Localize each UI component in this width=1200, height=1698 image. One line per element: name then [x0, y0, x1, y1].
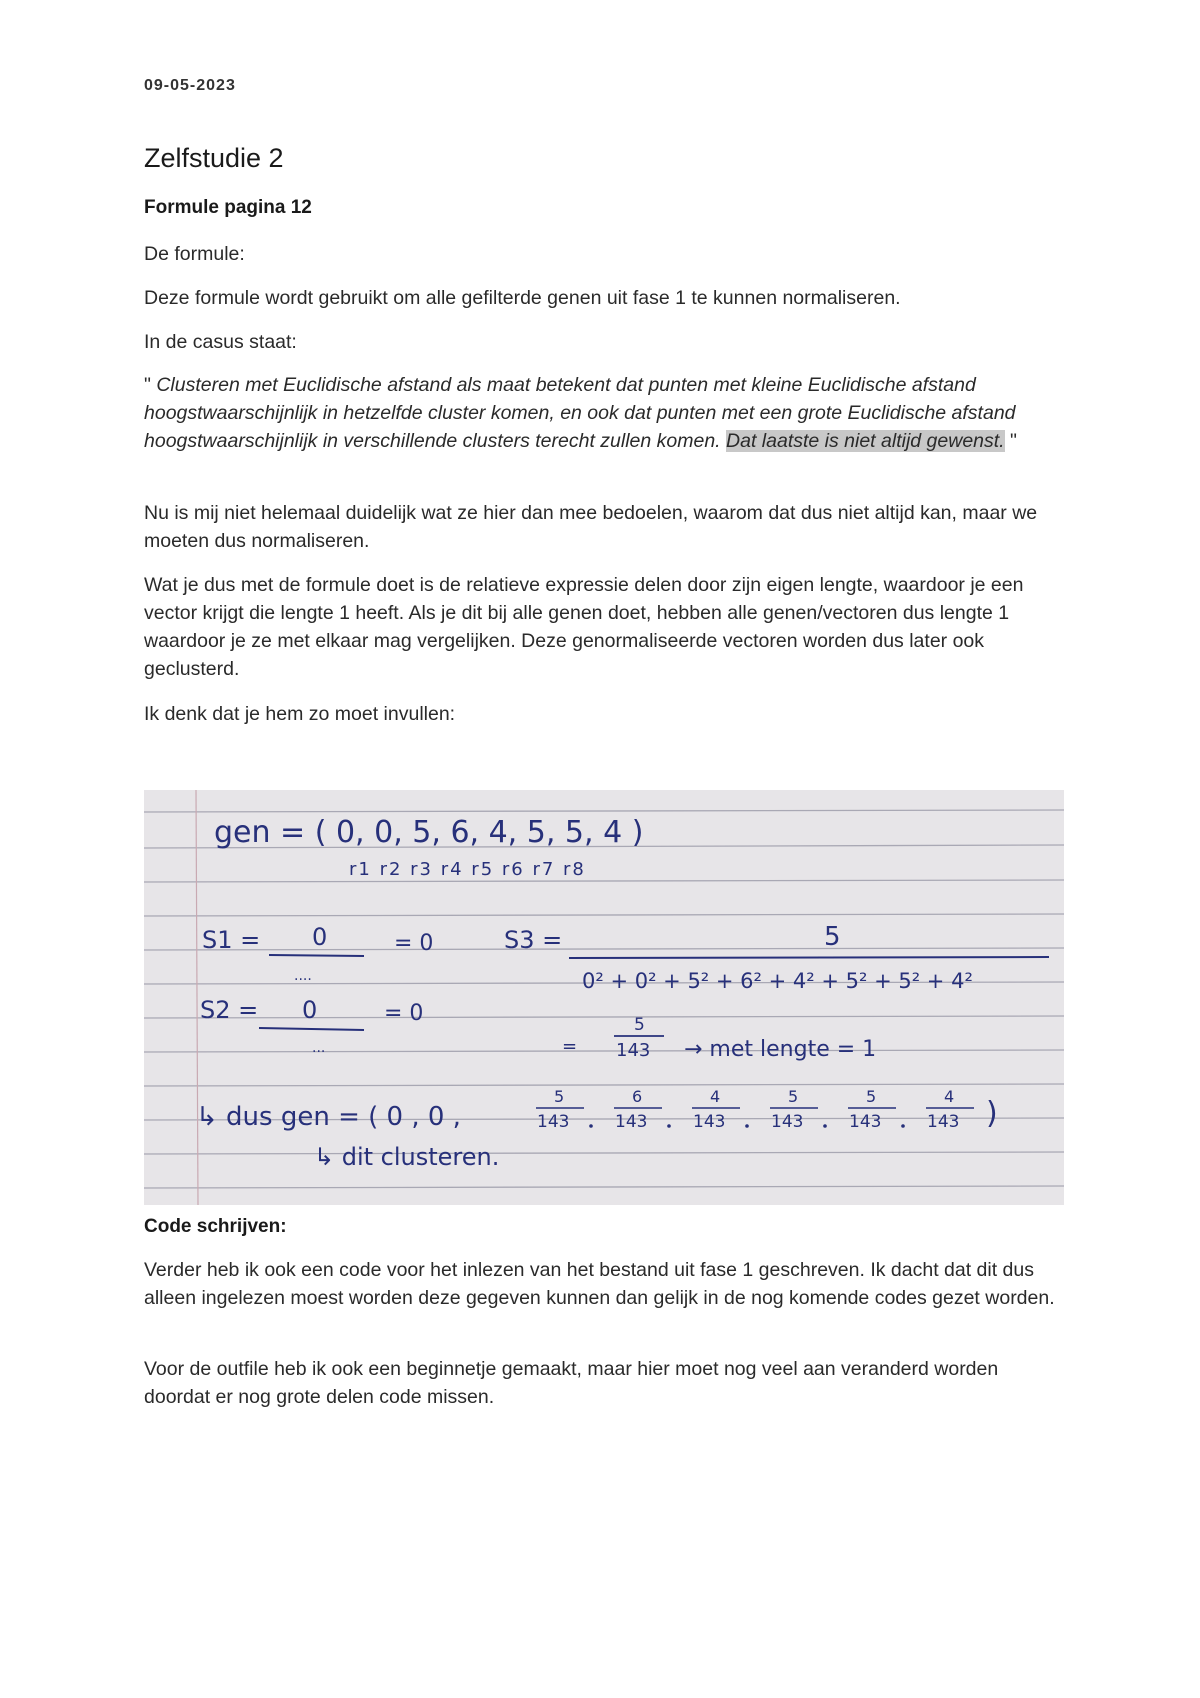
notes-lengte-note: → met lengte = 1 — [684, 1037, 877, 1062]
notes-s2-label: S2 = — [200, 996, 259, 1024]
paragraph-gebruikt: Deze formule wordt gebruikt om alle gefilterde genen uit fase 1 te kunnen normaliseren. — [144, 287, 901, 309]
notes-cluster-note: ↳ dit clusteren. — [314, 1143, 500, 1171]
notes-gen-vector: gen = ( 0, 0, 5, 6, 4, 5, 5, 4 ) — [214, 815, 644, 850]
notes-dus-frac-num: 5 — [554, 1087, 565, 1106]
notes-r-labels: r1 r2 r3 r4 r5 r6 r7 r8 — [349, 859, 586, 880]
quote-text: Clusteren met Euclidische afstand als maat betekent dat punten met kleine Euclidische afstand hoogstwaarschijnlijk in hetzelfde cluster komen, en ook dat punten met een grote Euclidische afstand hoogstwaarschijnlijk in verschillende clusters terecht zullen komen. — [144, 374, 1016, 452]
notes-dus-frac-den: 143 — [615, 1112, 648, 1132]
notes-dus-frac-den: 143 — [693, 1112, 726, 1132]
notes-dus-frac-num: 6 — [632, 1087, 643, 1106]
notes-dus-fractions — [536, 1087, 974, 1132]
notes-fraction-denominator: 143 — [616, 1040, 651, 1061]
notes-dus-frac-den: 143 — [927, 1112, 960, 1132]
notes-dus-frac-den: 143 — [537, 1112, 570, 1132]
quote-close: " — [1004, 430, 1017, 452]
paragraph-onduidelijk: Nu is mij niet helemaal duidelijk wat ze hier dan mee bedoelen, waarom dat dus niet altijd kan, maar we moeten dus normaliseren. — [144, 502, 1038, 552]
notes-s2-result: = 0 — [384, 1001, 424, 1026]
quote-open: " — [144, 374, 157, 396]
notes-s3-denominator: 0² + 0² + 5² + 6² + 4² + 5² + 5² + 4² — [582, 969, 973, 993]
notes-s3-label: S3 = — [504, 926, 563, 954]
notes-dus-frac-num: 4 — [944, 1087, 955, 1106]
paragraph-uitleg: Wat je dus met de formule doet is de relatieve expressie delen door zijn eigen lengte, waardoor je een vector krijgt die lengte 1 heeft. Als je dit bij alle genen doet, hebben alle genen/vectoren dus lengte 1 waardoor je ze met elkaar mag vergelijken. Deze genormaliseerde vectoren worden dus later ook geclusterd. — [144, 574, 1024, 680]
notes-s1-label: S1 = — [202, 926, 261, 954]
document-date: 09-05-2023 — [144, 77, 236, 94]
notes-s3-numerator: 5 — [824, 922, 841, 952]
paragraph-code-2: Voor de outfile heb ik ook een beginnetje gemaakt, maar hier moet nog veel aan veranderd worden doordat er nog grote delen code missen. — [144, 1358, 999, 1408]
notes-dus-frac-num: 5 — [866, 1087, 877, 1106]
notes-s1-result: = 0 — [394, 931, 434, 956]
notes-s2-denominator: ... — [312, 1040, 326, 1056]
notes-dus-frac-den: 143 — [849, 1112, 882, 1132]
notes-equals-sign: = — [562, 1036, 578, 1057]
handwritten-notes-drawing — [144, 790, 1064, 1205]
notes-dus-frac-num: 4 — [710, 1087, 721, 1106]
notes-fraction-numerator: 5 — [634, 1015, 645, 1035]
section-heading-formule: Formule pagina 12 — [144, 197, 312, 218]
notes-s1-numerator: 0 — [312, 923, 328, 951]
quote-highlight: Dat laatste is niet altijd gewenst. — [726, 430, 1005, 452]
section-heading-code: Code schrijven: — [144, 1216, 287, 1237]
page-title: Zelfstudie 2 — [144, 143, 284, 173]
paragraph-invullen: Ik denk dat je hem zo moet invullen: — [144, 703, 456, 725]
notes-s2-numerator: 0 — [302, 996, 318, 1024]
paragraph-casus: In de casus staat: — [144, 331, 297, 353]
quote-block — [144, 371, 1064, 455]
notes-dus-close: ) — [986, 1096, 998, 1131]
notes-dus-frac-num: 5 — [788, 1087, 799, 1106]
handwritten-notes-photo — [144, 790, 1064, 1205]
notes-dus-label: ↳ dus gen = ( 0 , 0 , — [196, 1102, 461, 1132]
notes-dus-frac-den: 143 — [771, 1112, 804, 1132]
paragraph-formule: De formule: — [144, 243, 245, 265]
notes-s1-denominator: .... — [294, 968, 312, 984]
paragraph-code-1: Verder heb ik ook een code voor het inlezen van het bestand uit fase 1 geschreven. Ik dacht dat dit dus alleen ingelezen moest worden deze gegeven kunnen dan gelijk in de nog komende codes gezet worden. — [144, 1259, 1055, 1309]
